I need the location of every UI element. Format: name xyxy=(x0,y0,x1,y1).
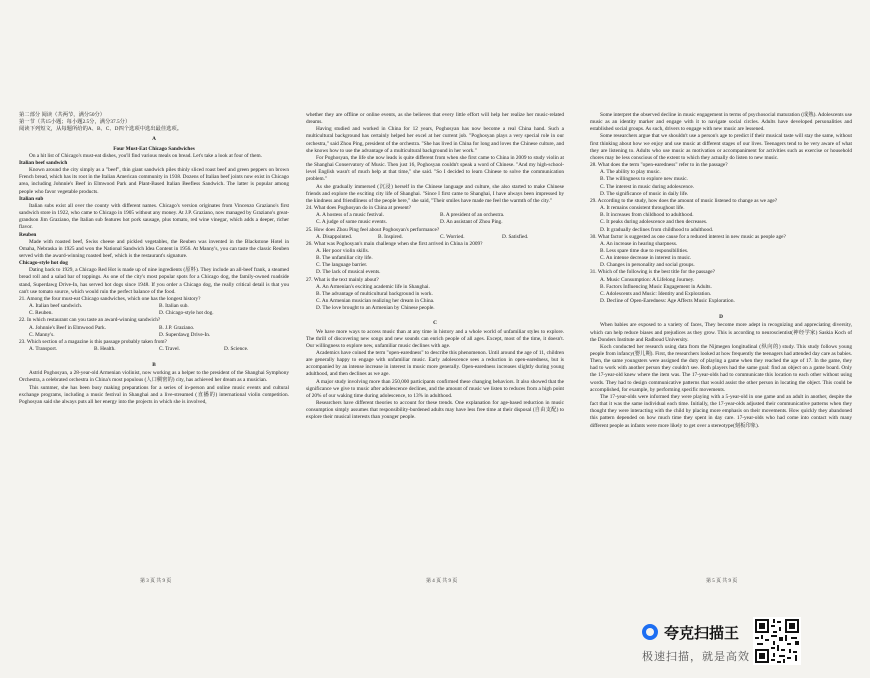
option: C. The interest in music during adolescence. xyxy=(600,183,695,190)
passage-b-paragraph-6: As she gradually immersed (沉浸) herself in the Chinese language and culture, she also started to make Chinese friends and explore the exciting city life of Shanghai. "Since I first came to Shanghai, I have always been impressed by the kindness and friendliness of the people here," she said, "Their smiles have made me feel the warmth of the city." xyxy=(306,183,564,204)
passage-a-title: Four Must-Eat Chicago Sandwiches xyxy=(113,145,195,152)
passage-b-paragraph-2: This summer, she has been busy making preparations for a series of in-person and online music events and cultural exchange programs, including a music festival in Shanghai and a live-streamed (直播的) international violin competition. Poghosyan said she always puts all her energy into the projects in which she is involved, xyxy=(19,384,289,405)
option: C. A judge of some music events. xyxy=(316,219,387,226)
option: D. Changes in personality and social groups. xyxy=(600,262,695,269)
option: A. It remains consistent throughout life. xyxy=(600,205,685,212)
option: D. Chicago-style hot dog. xyxy=(159,310,214,317)
option: C. The language barrier. xyxy=(316,262,368,269)
option: D. Decline of Open-Earedness: Age Affects Music Exploration. xyxy=(600,298,735,305)
subheading-hot-dog: Chicago-style hot dog xyxy=(19,260,68,267)
passage-b-paragraph-4: Having studied and worked in China for 12 years, Poghosyan has now become a real China hand. Such a multicultural background has certainly helped her excel at her current job. "Poghosyan plays a very special role in our orchestra," said Zhou Ping, president of the orchestra. "She has lived in China for long and loves the Chinese culture, and she knows how to use the advantage of a multicultural background in her work." xyxy=(306,126,564,154)
option: C. Adolescents and Music: Identity and Exploration. xyxy=(600,290,712,297)
passage-c-paragraph-1: We have more ways to access music than at any time in history and a whole world of unfamiliar styles to explore. The thrill of discovering new songs and new sounds can enrich people of all ages. Except, most of the time, it doesn't. Our willingness to explore new, unfamiliar music declines with age. xyxy=(306,328,564,349)
option: B. The advantage of multicultural background in work. xyxy=(316,290,433,297)
option: A. A hostess of a music festival. xyxy=(316,212,384,219)
paragraph-hot-dog: Dating back to 1929, a Chicago Red Hot is made up of nine ingredients (原料). They include an all-beef frank, a steamed bread roll and a salad bar of toppings. As one of the city's most popular spots for a Chicago dog, the family-owned roadside stand, Superdawg Drive-In, has served hot dogs since 1948. If you order a Chicago dog, the really critical detail is that you can't use tomato source, which would ruin the perfect balance of the food. xyxy=(19,267,289,295)
passage-b-paragraph-3: whether they are offline or online events, as she believes that every little effort will help her realize her music-related dreams. xyxy=(306,112,564,126)
option: A. Her poor violin skills. xyxy=(316,247,369,254)
option: D. It gradually declines from childhood to adulthood. xyxy=(600,226,714,233)
qr-code-icon xyxy=(753,617,801,665)
option: C. Worried. xyxy=(440,233,465,240)
page-4-column xyxy=(306,112,564,422)
paragraph-reuben: Made with roasted beef, Swiss cheese and pickled vegetables, the Reuben was invented in the Blackstone Hotel in Omaha, Nebraska in 1925 and won the National Sandwich Idea Content in 1956. At Manny's, you can taste the classic Reuben served with the award-winning roasted beef, which is the restaurant's signature. xyxy=(19,238,289,259)
option: D. The lack of musical events. xyxy=(316,269,381,276)
page-number-3: 第 3 页 共 9 页 xyxy=(140,579,172,584)
option: D. Satisfied. xyxy=(502,233,529,240)
passage-a-intro: On a hit list of Chicago's must-eat dishes, you'll find various meals on bread. Let's take a look at four of them. xyxy=(29,152,262,159)
option: B. Italian sub. xyxy=(159,303,189,310)
passage-d-paragraph-1: When babies are exposed to a variety of faces, They become more adept in recognizing and appreciating diversity, which can help reduce biases and prejudices as they grow. This is according to neuroscientist(神经学家) Saskia Koch of the Donders Institute and Radboud University. xyxy=(590,322,852,343)
option: B. Inspired. xyxy=(378,233,403,240)
paragraph-italian-beef: Known around the city simply as a "beef", thin giant sandwich piles thinly sliced roast beef and green peppers on brown French bread, which has its root in the Italian American community in 1938. Dozens of Italian beef joints now exist in Chicago area, including Johnnie's Beef in Elmwood Park and Plant-Based Italian Beefless Sandwich. The latter is popular among people who favor vegetable products. xyxy=(19,167,289,195)
question-21-options-row1 xyxy=(19,303,289,310)
option: D. The love brought to an Armenian by Chinese people. xyxy=(316,305,435,312)
subheading-italian-beef: Italian beef sandwich xyxy=(19,159,68,166)
option: B. Factors Influencing Music Engagement in Adults. xyxy=(600,283,712,290)
question-24: 24. What does Poghosyan do in China at present? xyxy=(306,205,412,212)
subheading-reuben: Reuben xyxy=(19,231,37,238)
passage-c-paragraph-4: Researchers have different theories to account for these trends. One explanation for age-based reduction in music consumption simply assumes that responsibility-burdened adults may have less free time at their disposal (自由支配) to explore their musical interests than younger people. xyxy=(306,400,564,421)
question-31: 31. Which of the following is the best title for the passage? xyxy=(590,269,715,276)
instructions: 阅读下列短文，从每题所给的A、B、C、D四个选项中选出最佳选项。 xyxy=(19,126,183,133)
option: D. Superdawg Drive-In. xyxy=(159,331,211,338)
option: C. An intense decrease in interest in music. xyxy=(600,255,692,262)
option: A. Johnnie's Beef in Elmwood Park. xyxy=(29,324,107,331)
option: A. Disappointed. xyxy=(316,233,353,240)
part-heading: 第二部分 阅读（共两节，满分50分） xyxy=(19,112,106,118)
option: D. Science. xyxy=(224,346,249,352)
question-22-options-row1 xyxy=(19,325,289,332)
quark-logo-icon xyxy=(642,624,658,640)
option: C. It peaks during adolescence and then decreases. xyxy=(600,219,708,226)
question-26: 26. What was Poghosyan's main challenge when she first arrived in China in 2009? xyxy=(306,240,483,247)
question-21-options-row2 xyxy=(19,310,289,317)
option: A. An increase in hearing sharpness. xyxy=(600,240,678,247)
option: A. An Armenian's exciting academic life in Shanghai. xyxy=(316,283,430,290)
option: B. The willingness to explore new music. xyxy=(600,176,688,183)
section-heading: 第一节（共15小题；每小题2.5分，满分37.5分） xyxy=(19,119,131,126)
option: A. Music Consumption: A Lifelong Journey. xyxy=(600,276,695,283)
passage-b-paragraph-5: For Poghosyan, the life she now leads is quite different from when she first came to China in 2009 to study violin at the Shanghai Conservatory of Music. Then just 16, Poghosyan couldn't speak a word of Chinese. "And my high-school-level English wasn't of much help at that time," she said. "So I decided to learn Chinese to solve the communication problem." xyxy=(306,154,564,183)
page-5-column xyxy=(590,112,852,430)
passage-c-paragraph-5: Some interpret the observed decline in music engagement in terms of psychosocial maturation (成熟). Adolescents use music as an identity marker and engage with it to navigate social circles. Adults have developed personalities and established social groups. As such, drivers to engage with new music are lessened. xyxy=(590,112,852,133)
question-29: 29. According to the study, how does the amount of music listened to change as we age? xyxy=(590,197,778,204)
passage-c-label: C xyxy=(433,320,437,327)
option: B. The unfamiliar city life. xyxy=(316,255,373,262)
watermark-tagline: 极速扫描，就是高效 xyxy=(642,650,750,663)
page-3-column xyxy=(19,112,289,406)
option: A. The ability to play music. xyxy=(600,169,661,176)
page-number-5: 第 5 页 共 9 页 xyxy=(706,579,738,584)
question-21: 21. Among the four must-eat Chicago sandwiches, which one has the longest history? xyxy=(19,295,201,302)
passage-a-label: A xyxy=(152,136,156,143)
question-30: 30. What factor is suggested as one cause for a reduced interest in new music as people age? xyxy=(590,233,786,240)
scanner-watermark xyxy=(642,622,750,664)
option: A. Italian beef sandwich. xyxy=(29,303,83,310)
option: C. Travel. xyxy=(159,346,181,352)
question-22: 22. In which restaurant can you taste an award-winning sandwich? xyxy=(19,317,161,324)
passage-c-paragraph-6: Some researchers argue that we shouldn't use a person's age to predict if their musical taste will stay the same, without first thinking about how we enjoy and use music at different stages of our lives. Teenagers tend to be very aware of what they are listening to. Adults who use music as motivation or accompaniment for activities such as exercise or household chores may be less conscious of the extent to which they actually do listen to new music. xyxy=(590,133,852,161)
option: C. An Armenian musician realizing her dream in China. xyxy=(316,298,435,305)
option: D. An assistant of Zhou Ping. xyxy=(440,219,503,226)
subheading-italian-sub: Italian sub xyxy=(19,195,44,202)
option: C. Reuben. xyxy=(29,310,53,317)
question-24-options-row2 xyxy=(306,219,564,226)
question-23-options xyxy=(19,346,289,353)
watermark-name: 夸克扫描王 xyxy=(664,624,740,642)
option: B. Less spare time due to responsibilities. xyxy=(600,247,689,254)
option: B. A president of an orchestra. xyxy=(440,212,505,219)
option: B. J.P. Graziano. xyxy=(159,324,195,331)
page-number-4: 第 4 页 共 9 页 xyxy=(426,579,458,584)
question-28: 28. What does the term "open-earedness" refer to in the passage? xyxy=(590,162,728,169)
passage-d-paragraph-3: The 17-year-olds were informed they were playing with a 5-year-old in one game and an adult in another, despite the fact that it was the same individual each time. Initially, the 17-year-olds adjusted their communicative patterns when they thought they were interacting with the child by placing more emphasis on their movements. How quickly they abandoned this pattern depended on how much time they spent in day care. 17-year-olds who had come into contact with many different people as infants were more likely to get over a stereotype(刻板印象). xyxy=(590,393,852,429)
question-22-options-row2 xyxy=(19,332,289,339)
passage-c-paragraph-3: A major study involving more than 250,000 participants confirmed these changing behaviors. It also showed that the significance we give to music after adolescence declines, and the amount of music we listen to reduces from a high point of 20% of our waking time during adolescence, to 13% in adulthood. xyxy=(306,378,564,399)
passage-d-label: D xyxy=(719,314,723,321)
option: B. Health. xyxy=(94,346,116,352)
passage-d-paragraph-2: Koch conducted her research using data from the Nijmegen longitudinal (纵向的) study. This study follows young people from infancy(婴儿期). First, the researchers looked at how frequently the teenagers had attended day care as babies. Then, the same youngsters were assigned the duty of playing a game when they reached the age of 17. In the game, they had to work with another person they couldn't see. Both players had the same goal: find an object on a game board. Only the 17-year-old knew where the item was. The 17-year-olds had to communicate this location to each other without using words. They had to design communicative patterns that would assist the other person in locating the object. This could be accomplished, for example, by performing specific movements. xyxy=(590,343,852,393)
question-23: 23. Which section of a magazine is this passage probably taken from? xyxy=(19,338,167,345)
question-25-options xyxy=(306,234,564,241)
paragraph-italian-sub: Italian subs exist all over the county with different names. Chicago's version originates from Vincenzo Graziano's first sandwich store in 1922, who came to Chicago in 1905 without any money. At J.P. Graziano, now managed by Graziano's great-grandson Jim Graziano, the Italian sub features hot pork sausage, plus tomato, red wine vinegar, which adds a deeper, richer flavor. xyxy=(19,202,289,231)
passage-b-label: B xyxy=(152,362,156,369)
passage-b-paragraph-1: Astrid Poghosyan, a 28-year-old Armenian violinist, now working as a helper to the president of the Shanghai Symphony Orchestra, a celebrated orchestra in China's most populous (人口稠密的) city, has achieved her dream as a musician. xyxy=(19,370,289,384)
option: B. It increases from childhood to adulthood. xyxy=(600,212,694,219)
question-25: 25. How does Zhou Ping feel about Poghosyan's performance? xyxy=(306,226,440,233)
passage-c-paragraph-2: Academics have coined the term "open-earedness" to describe this phenomenon. Until around the age of 11, children are generally happy to engage with unfamiliar music. Early adolescence sees a reduction in open-earedness, but is accompanied by an intense increase in interest in music more generally. Open-earedness increases slightly during young adulthood, and then declines as we age. xyxy=(306,350,564,378)
option: D. The significance of music in daily life. xyxy=(600,190,689,197)
question-27: 27. What is the text mainly about? xyxy=(306,276,379,283)
option: C. Manny's. xyxy=(29,331,55,338)
option: A. Transport. xyxy=(29,346,58,352)
